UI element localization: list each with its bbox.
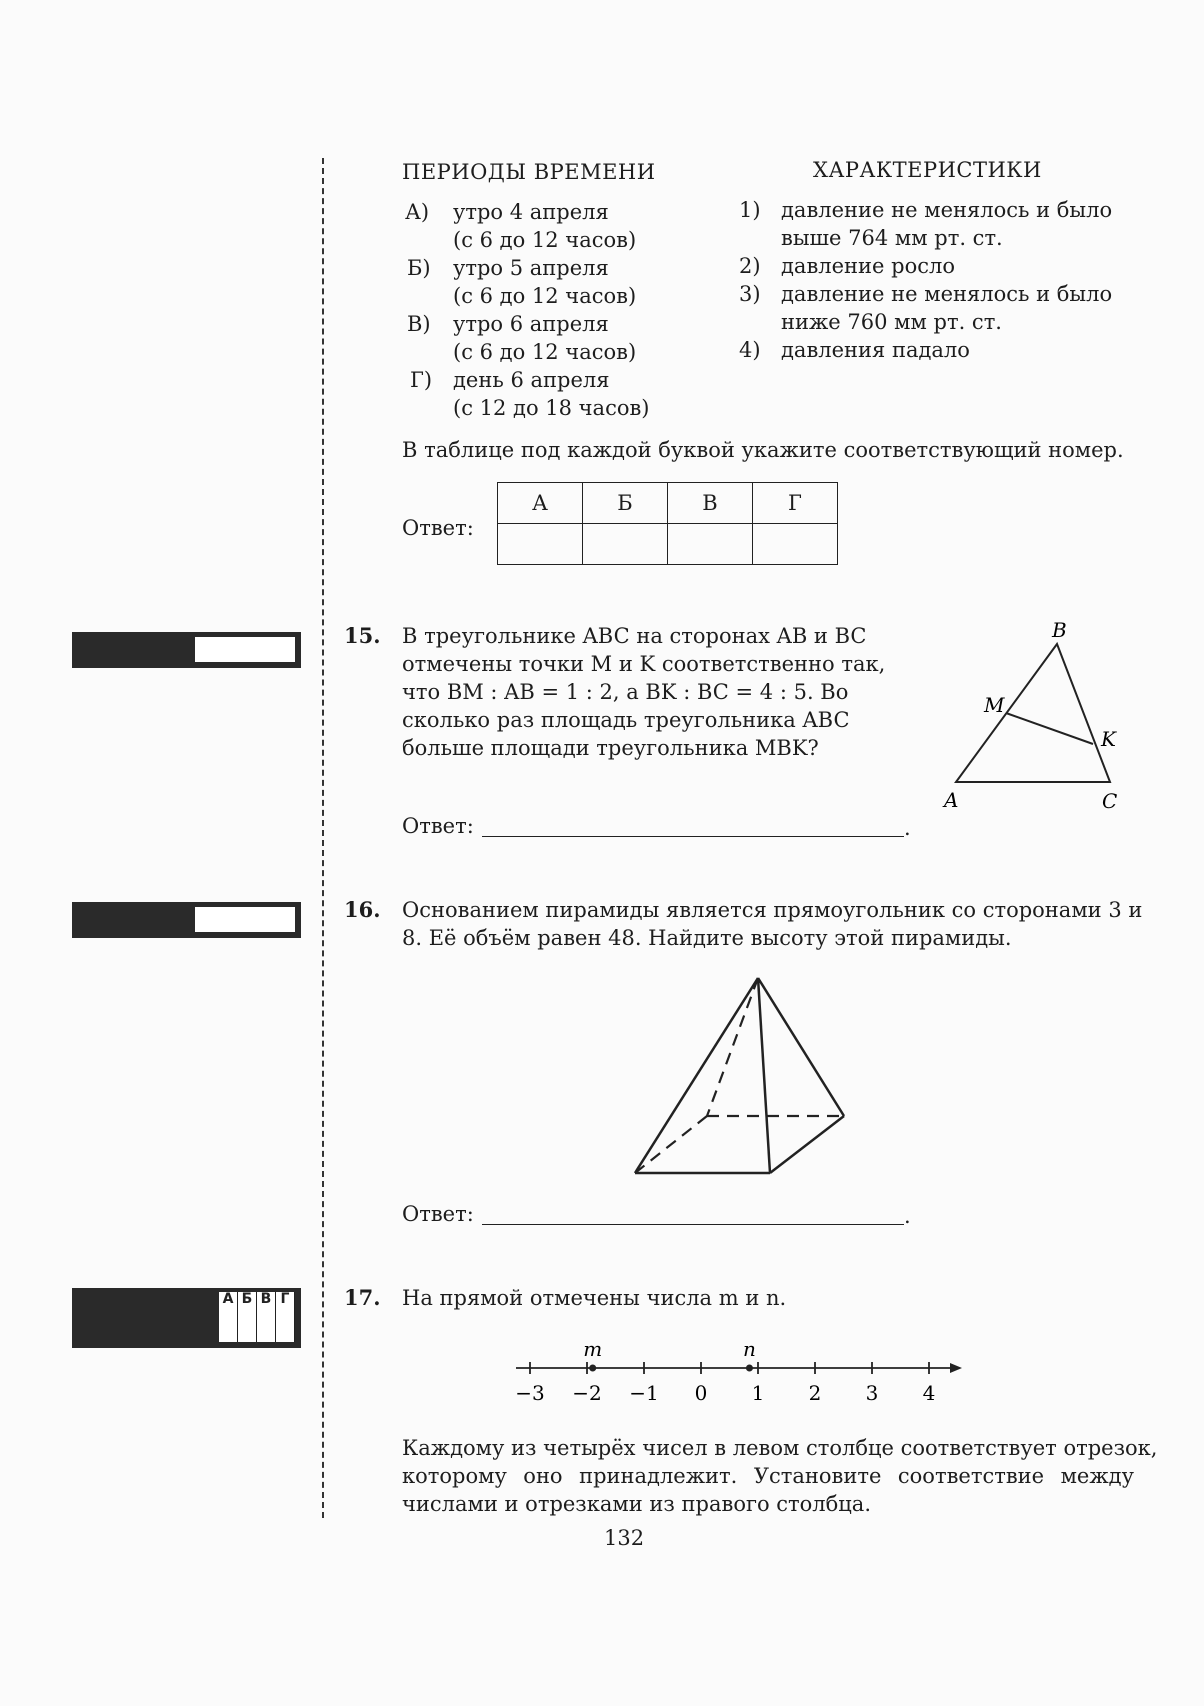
label-k: K xyxy=(1101,727,1116,751)
period-line: (с 6 до 12 часов) xyxy=(453,284,637,308)
question-text-line: больше площади треугольника MBK? xyxy=(402,736,819,760)
justified-word: между xyxy=(1060,1464,1134,1488)
marker-letter: В xyxy=(257,1292,276,1342)
axis-tick-label: 1 xyxy=(751,1381,765,1405)
answer-cell[interactable] xyxy=(753,524,838,565)
answer-end: . xyxy=(904,1204,911,1228)
pyramid-edge xyxy=(758,978,770,1173)
axis-tick-label: 2 xyxy=(808,1381,822,1405)
axis-tick-label: −1 xyxy=(629,1381,659,1405)
justified-word: соответствие xyxy=(897,1464,1045,1488)
pyramid-edge xyxy=(758,978,844,1116)
answer-cell[interactable] xyxy=(583,524,668,565)
periods-header: ПЕРИОДЫ ВРЕМЕНИ xyxy=(402,160,656,184)
justified-word: Установите xyxy=(753,1464,882,1488)
answer-end: . xyxy=(904,816,911,840)
period-letter: В) xyxy=(407,312,431,336)
label-a: A xyxy=(944,788,959,812)
marker-letter: Г xyxy=(276,1292,295,1342)
char-number: 3) xyxy=(739,282,761,306)
answer-marker-16 xyxy=(72,902,301,938)
char-line: давление росло xyxy=(781,254,955,278)
point-m xyxy=(589,1365,596,1372)
answer-marker-17 xyxy=(72,1288,301,1348)
label-m: M xyxy=(984,693,1005,717)
pyramid-hidden-edge xyxy=(635,1116,707,1173)
char-line: выше 764 мм рт. ст. xyxy=(781,226,1003,250)
question-number: 17. xyxy=(344,1285,381,1310)
answer-cell[interactable] xyxy=(668,524,753,565)
triangle-abc xyxy=(956,644,1110,782)
period-letter: Г) xyxy=(410,368,433,392)
answer-table-header: А xyxy=(498,483,583,524)
question-text-line: 8. Её объём равен 48. Найдите высоту этой пирамиды. xyxy=(402,926,1012,950)
period-line: (с 6 до 12 часов) xyxy=(453,340,637,364)
axis-tick-label: −2 xyxy=(572,1381,602,1405)
answer-marker-window xyxy=(195,637,295,662)
answer-line[interactable] xyxy=(482,812,904,837)
question-text-line: отмечены точки M и K соответственно так, xyxy=(402,652,886,676)
question-number: 15. xyxy=(344,623,381,648)
instruction-text: В таблице под каждой буквой укажите соответствующий номер. xyxy=(402,438,1124,462)
cut-line xyxy=(322,158,324,1518)
answer-line[interactable] xyxy=(482,1200,904,1225)
justified-word: оно xyxy=(523,1464,563,1488)
question-text-line: сколько раз площадь треугольника ABC xyxy=(402,708,850,732)
question-text-line: что BM : AB = 1 : 2, а BK : BC = 4 : 5. Во xyxy=(402,680,849,704)
question-text-line: Каждому из четырёх чисел в левом столбце соответствует отрезок, xyxy=(402,1436,1158,1460)
question-text-line xyxy=(402,1462,1134,1490)
label-b: B xyxy=(1052,620,1067,642)
period-letter: Б) xyxy=(407,256,431,280)
char-line: давление не менялось и было xyxy=(781,282,1113,306)
axis-tick-label: 3 xyxy=(865,1381,879,1405)
period-letter: А) xyxy=(405,200,430,224)
point-m-label: m xyxy=(583,1338,603,1361)
pyramid-figure xyxy=(625,968,855,1178)
pyramid-base-edge xyxy=(770,1116,844,1173)
char-number: 1) xyxy=(739,198,761,222)
triangle-figure xyxy=(940,620,1120,815)
answer-marker-grid xyxy=(219,1292,295,1342)
question-number: 16. xyxy=(344,897,381,922)
question-text-line: числами и отрезками из правого столбца. xyxy=(402,1492,871,1516)
justified-word: принадлежит. xyxy=(579,1464,738,1488)
answer-marker-15 xyxy=(72,632,301,668)
page-number: 132 xyxy=(604,1526,645,1550)
axis-arrow xyxy=(950,1363,962,1373)
marker-letter: Б xyxy=(238,1292,257,1342)
pyramid-edge xyxy=(635,978,758,1173)
char-number: 2) xyxy=(739,254,761,278)
period-line: утро 6 апреля xyxy=(453,312,609,336)
axis-tick-label: 0 xyxy=(694,1381,708,1405)
char-number: 4) xyxy=(739,338,761,362)
point-n xyxy=(746,1365,753,1372)
answer-table xyxy=(497,482,838,565)
number-line xyxy=(510,1338,970,1418)
answer-table-header: Г xyxy=(753,483,838,524)
question-text: На прямой отмечены числа m и n. xyxy=(402,1286,787,1310)
char-line: ниже 760 мм рт. ст. xyxy=(781,310,1002,334)
segment-mk xyxy=(1006,713,1093,744)
marker-letter: А xyxy=(219,1292,238,1342)
answer-table-header: Б xyxy=(583,483,668,524)
answer-cell[interactable] xyxy=(498,524,583,565)
char-line: давление не менялось и было xyxy=(781,198,1113,222)
answer-marker-window xyxy=(195,907,295,932)
period-line: утро 4 апреля xyxy=(453,200,609,224)
period-line: (с 12 до 18 часов) xyxy=(453,396,650,420)
question-text-line: В треугольнике ABC на сторонах AB и BC xyxy=(402,624,867,648)
axis-tick-label: −3 xyxy=(515,1381,545,1405)
answer-table-header: В xyxy=(668,483,753,524)
characteristics-header: ХАРАКТЕРИСТИКИ xyxy=(813,158,1042,182)
answer-label: Ответ: xyxy=(402,814,474,838)
answer-label: Ответ: xyxy=(402,1202,474,1226)
question-text-line: Основанием пирамиды является прямоугольник со сторонами 3 и xyxy=(402,898,1143,922)
period-line: день 6 апреля xyxy=(453,368,610,392)
answer-label: Ответ: xyxy=(402,516,474,540)
label-c: C xyxy=(1102,789,1118,813)
point-n-label: n xyxy=(743,1338,756,1361)
axis-tick-label: 4 xyxy=(922,1381,936,1405)
justified-word: которому xyxy=(402,1464,507,1488)
period-line: (с 6 до 12 часов) xyxy=(453,228,637,252)
period-line: утро 5 апреля xyxy=(453,256,609,280)
char-line: давления падало xyxy=(781,338,970,362)
